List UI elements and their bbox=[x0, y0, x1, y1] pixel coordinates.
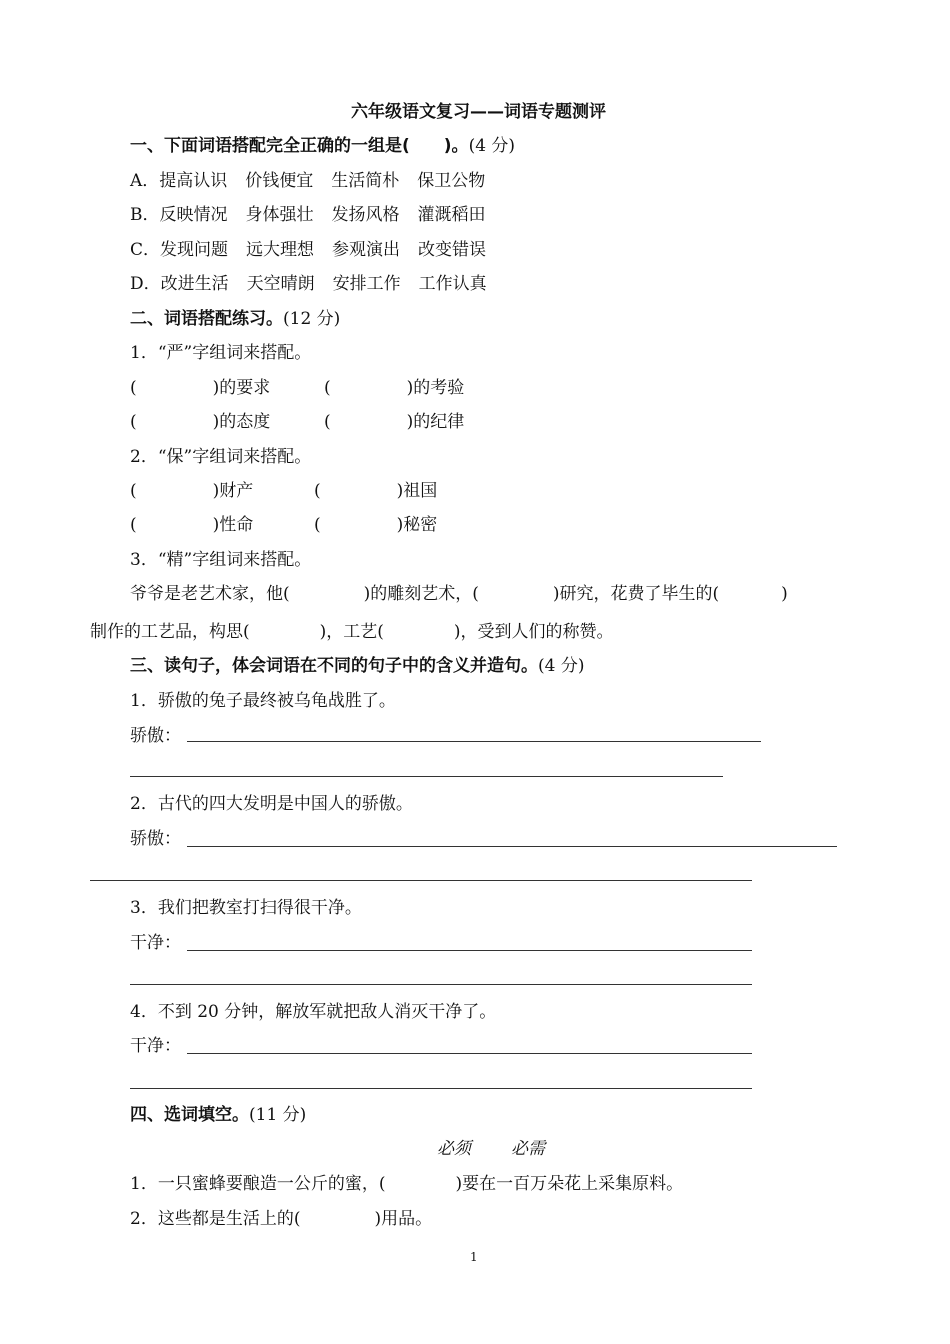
option-item: 改变错误 bbox=[418, 240, 487, 260]
s3-q4-label: 干净： bbox=[130, 1036, 181, 1056]
blank-suffix: )性命 bbox=[212, 515, 254, 535]
section-1-heading-end: )。 bbox=[443, 136, 469, 156]
answer-line[interactable] bbox=[130, 1088, 752, 1089]
s3-q3-label: 干净： bbox=[130, 933, 181, 953]
option-item: 发现问题 bbox=[160, 240, 229, 260]
s2-q1-blank-a bbox=[130, 377, 270, 399]
section-4-heading bbox=[130, 1104, 306, 1126]
option-item: 参观演出 bbox=[332, 240, 401, 260]
s4-question-2 bbox=[130, 1208, 432, 1230]
option-item: 工作认真 bbox=[418, 274, 487, 294]
blank-suffix: )秘密 bbox=[396, 515, 438, 535]
option-item: 安排工作 bbox=[332, 274, 401, 294]
text-run: ) bbox=[781, 584, 788, 604]
text-run: 2．这些都是生活上的( bbox=[130, 1209, 301, 1229]
paren-open: ( bbox=[130, 515, 137, 535]
option-item: 价钱便宜 bbox=[245, 171, 314, 191]
s2-q1-blank-b bbox=[324, 377, 464, 399]
text-run: 爷爷是老艺术家，他( bbox=[130, 584, 290, 604]
answer-line[interactable] bbox=[130, 776, 723, 777]
paren-open: ( bbox=[314, 515, 321, 535]
option-a bbox=[130, 170, 503, 192]
option-b-label: B． bbox=[130, 205, 160, 225]
answer-line[interactable] bbox=[187, 741, 761, 742]
option-item: 灌溉稻田 bbox=[417, 205, 486, 225]
word-choice: 必须 bbox=[437, 1139, 471, 1159]
option-a-label: A． bbox=[130, 171, 160, 191]
answer-line[interactable] bbox=[187, 950, 752, 951]
option-d-label: D． bbox=[130, 274, 161, 294]
answer-line[interactable] bbox=[130, 984, 752, 985]
blank-suffix: )祖国 bbox=[396, 481, 438, 501]
s2-question-1: 1．“严”字组词来搭配。 bbox=[130, 343, 312, 363]
text-run: )，工艺( bbox=[319, 622, 384, 642]
word-choice: 必需 bbox=[511, 1139, 545, 1159]
option-c bbox=[130, 239, 504, 261]
s3-question-1: 1．骄傲的兔子最终被乌龟战胜了。 bbox=[130, 691, 396, 711]
section-4-heading-text: 四、选词填空。 bbox=[130, 1105, 249, 1125]
s2-q1-blank-c bbox=[130, 411, 270, 433]
section-3-heading bbox=[130, 655, 584, 677]
word-choices bbox=[437, 1138, 545, 1160]
blank-suffix: )的考验 bbox=[406, 378, 465, 398]
blank-suffix: )财产 bbox=[212, 481, 254, 501]
answer-line[interactable] bbox=[187, 1053, 752, 1054]
option-item: 反映情况 bbox=[159, 205, 228, 225]
s2-q3-paragraph-line-2 bbox=[90, 621, 614, 643]
text-run: 1．一只蜜蜂要酿造一公斤的蜜，( bbox=[130, 1174, 386, 1194]
text-run: )研究，花费了毕生的( bbox=[552, 584, 720, 604]
section-2-score: (12 分) bbox=[283, 309, 341, 329]
option-b bbox=[130, 204, 504, 226]
paren-open: ( bbox=[130, 412, 137, 432]
blank-suffix: )的纪律 bbox=[406, 412, 465, 432]
paren-open: ( bbox=[324, 378, 331, 398]
section-3-heading-text: 三、读句子，体会词语在不同的句子中的含义并造句。 bbox=[130, 656, 538, 676]
s3-question-4: 4．不到 20 分钟，解放军就把敌人消灭干净了。 bbox=[130, 1002, 497, 1022]
section-2-heading-text: 二、词语搭配练习。 bbox=[130, 309, 283, 329]
s3-q1-label: 骄傲： bbox=[130, 726, 181, 746]
s2-question-2: 2．“保”字组词来搭配。 bbox=[130, 447, 312, 467]
s3-question-3: 3．我们把教室打扫得很干净。 bbox=[130, 898, 362, 918]
blank-suffix: )的要求 bbox=[212, 378, 271, 398]
paren-open: ( bbox=[130, 481, 137, 501]
text-run: 制作的工艺品，构思( bbox=[90, 622, 250, 642]
s3-q2-label: 骄傲： bbox=[130, 829, 181, 849]
section-1-heading bbox=[130, 135, 515, 157]
s2-q2-blank-b bbox=[314, 480, 437, 502]
s2-q2-blank-a bbox=[130, 480, 253, 502]
option-item: 改进生活 bbox=[160, 274, 229, 294]
section-2-heading bbox=[130, 308, 340, 330]
s2-q2-blank-c bbox=[130, 514, 253, 536]
text-run: )要在一百万朵花上采集原料。 bbox=[455, 1174, 684, 1194]
text-run: )的雕刻艺术，( bbox=[363, 584, 479, 604]
option-c-label: C． bbox=[130, 240, 161, 260]
section-1-score: (4 分) bbox=[468, 136, 516, 156]
option-item: 身体强壮 bbox=[245, 205, 314, 225]
s3-question-2: 2．古代的四大发明是中国人的骄傲。 bbox=[130, 794, 413, 814]
paren-open: ( bbox=[130, 378, 137, 398]
answer-line[interactable] bbox=[90, 880, 752, 881]
option-item: 提高认识 bbox=[159, 171, 228, 191]
paren-open: ( bbox=[314, 481, 321, 501]
section-3-score: (4 分) bbox=[538, 656, 585, 676]
s2-question-3: 3．“精”字组词来搭配。 bbox=[130, 550, 312, 570]
option-item: 生活简朴 bbox=[331, 171, 400, 191]
option-item: 保卫公物 bbox=[417, 171, 486, 191]
s2-q2-blank-d bbox=[314, 514, 437, 536]
page-title: 六年级语文复习——词语专题测评 bbox=[351, 102, 606, 122]
section-1-heading-text: 一、下面词语搭配完全正确的一组是( bbox=[130, 136, 410, 156]
option-item: 远大理想 bbox=[246, 240, 315, 260]
paren-open: ( bbox=[324, 412, 331, 432]
page-number: 1 bbox=[470, 1250, 478, 1264]
option-item: 天空晴朗 bbox=[246, 274, 315, 294]
s2-q1-blank-d bbox=[324, 411, 464, 433]
answer-line[interactable] bbox=[187, 846, 837, 847]
text-run: )，受到人们的称赞。 bbox=[453, 622, 614, 642]
section-4-score: (11 分) bbox=[249, 1105, 307, 1125]
option-item: 发扬风格 bbox=[331, 205, 400, 225]
blank-suffix: )的态度 bbox=[212, 412, 271, 432]
s2-q3-paragraph-line-1 bbox=[130, 583, 788, 605]
s4-question-1 bbox=[130, 1173, 683, 1195]
option-d bbox=[130, 273, 505, 295]
text-run: )用品。 bbox=[374, 1209, 433, 1229]
